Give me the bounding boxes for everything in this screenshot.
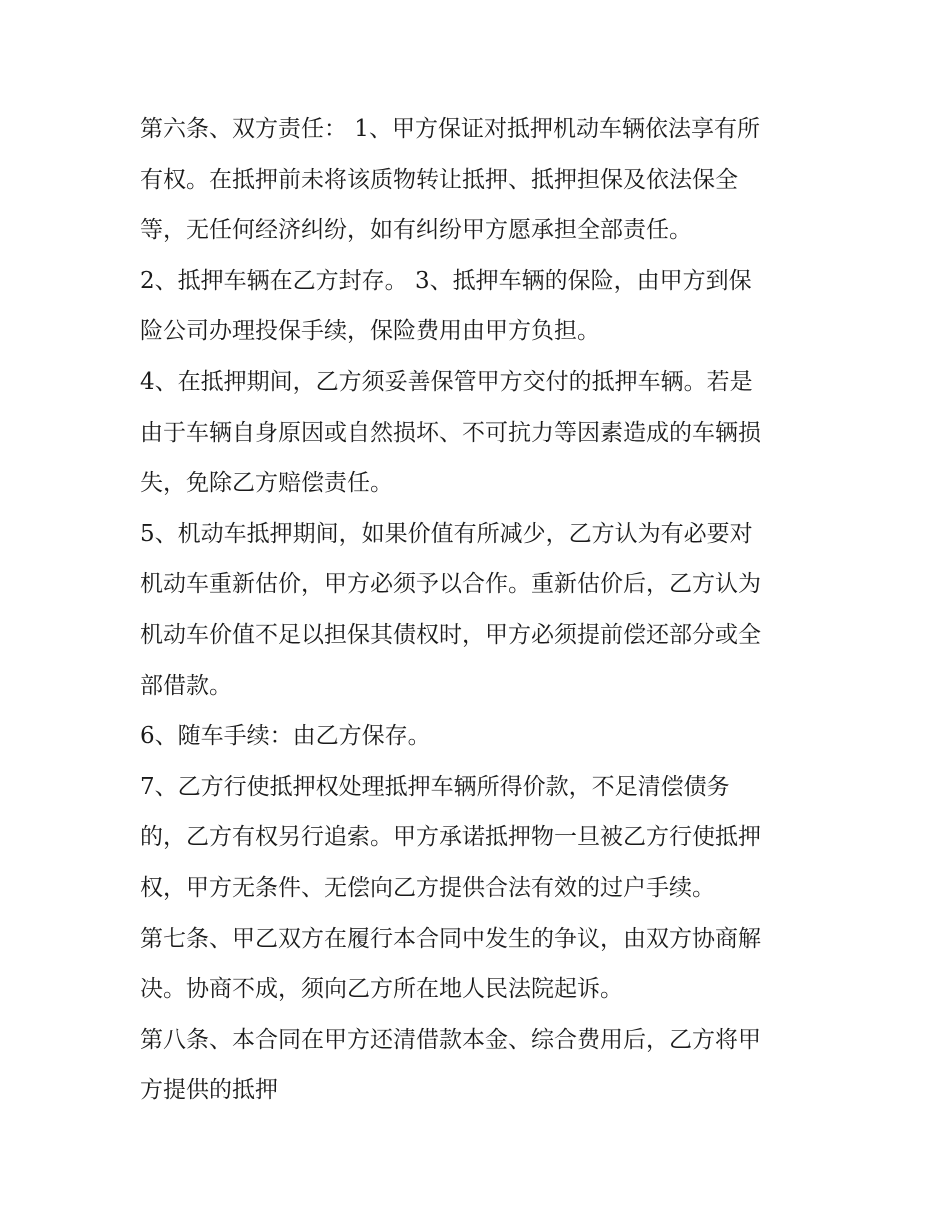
text-line: 第六条、双方责任： 1、甲方保证对抵押机动车辆依法享有所 [140, 116, 760, 142]
text-line: 机动车重新估价，甲方必须予以合作。重新估价后，乙方认为 [140, 571, 761, 598]
text-line: 险公司办理投保手续，保险费用由甲方负担。 [140, 318, 600, 345]
text-line: 第七条、甲乙双方在履行本合同中发生的争议，由双方协商解 [140, 925, 761, 952]
text-line: 6、随车手续：由乙方保存。 [140, 723, 431, 750]
text-line: 决。协商不成，须向乙方所在地人民法院起诉。 [140, 976, 623, 1003]
text-line: 失，免除乙方赔偿责任。 [140, 470, 393, 497]
text-line: 由于车辆自身原因或自然损坏、不可抗力等因素造成的车辆损 [140, 419, 761, 446]
text-line: 2、抵押车辆在乙方封存。 3、抵押车辆的保险，由甲方到保 [140, 267, 752, 294]
text-line: 7、乙方行使抵押权处理抵押车辆所得价款，不足清偿债务 [140, 773, 730, 800]
text-line: 机动车价值不足以担保其债权时，甲方必须提前偿还部分或全 [140, 621, 761, 648]
text-line: 权，甲方无条件、无偿向乙方提供合法有效的过户手续。 [140, 874, 715, 901]
text-line: 等，无任何经济纠纷，如有纠纷甲方愿承担全部责任。 [140, 217, 692, 244]
text-line: 5、机动车抵押期间，如果价值有所减少，乙方认为有必要对 [140, 520, 753, 547]
document-body [140, 104, 820, 1116]
text-line: 部借款。 [140, 672, 232, 699]
text-line: 方提供的抵押 [140, 1077, 278, 1104]
text-line: 4、在抵押期间，乙方须妥善保管甲方交付的抵押车辆。若是 [140, 368, 753, 395]
text-line: 有权。在抵押前未将该质物转让抵押、抵押担保及依法保全 [140, 166, 738, 193]
text-line: 第八条、本合同在甲方还清借款本金、综合费用后，乙方将甲 [140, 1026, 761, 1053]
text-line: 的，乙方有权另行追索。甲方承诺抵押物一旦被乙方行使抵押 [140, 824, 761, 851]
